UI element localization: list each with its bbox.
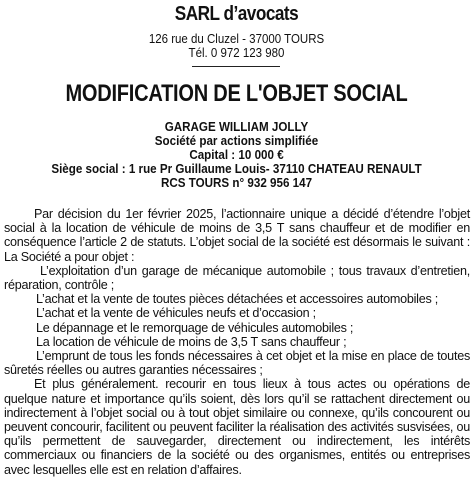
intro-paragraph: Par décision du 1er février 2025, l’actionnaire unique a décidé d’étendre l’objet social à la location de véhicule de moins de 3,5 T sans chauffeur et de modifier en conséquence l’article 2 de statuts. L’objet social de la société est désormais le suivant : La Société a pour objet : xyxy=(4,207,470,264)
company-rcs: RCS TOURS n° 932 956 147 xyxy=(160,176,313,190)
object-item: La location de véhicule de moins de 3,5 T sans chauffeur ; xyxy=(36,334,347,349)
object-item: L’exploitation d’un garage de mécanique automobile ; tous travaux d’entretien, réparation, contrôle ; xyxy=(4,263,470,293)
firm-name: SARL d’avocats xyxy=(174,3,299,25)
company-form: Société par actions simplifiée xyxy=(154,134,319,148)
object-item: L’emprunt de tous les fonds nécessaires à cet objet et la mise en place de toutes sûretés réelles ou autres garanties nécessaires ; xyxy=(4,349,470,378)
company-name: GARAGE WILLIAM JOLLY xyxy=(164,120,309,134)
company-seat: Siège social : 1 rue Pr Guillaume Louis- 37110 CHATEAU RENAULT xyxy=(51,162,422,176)
object-item: L’achat et la vente de toutes pièces détachées et accessoires automobiles ; xyxy=(36,292,439,307)
object-item: L’achat et la vente de véhicules neufs et d’occasion ; xyxy=(36,306,316,321)
firm-phone: Tél. 0 972 123 980 xyxy=(188,46,285,60)
notice-body xyxy=(4,207,470,477)
closing-paragraph: Et plus généralement. recourir en tous lieux à tous actes ou opérations de quelque nature et importance qu’ils soient, dès lors qu’il se rattachent directement ou indirectement à l’objet social ou à tout objet similaire ou connexe, qu’ils concourent ou peuvent concourir, facilitent ou peuvent faciliter la réalisation des activités susvisées, ou qu’ils permettent de sauvegarder, directement ou indirectement, les intérêts commerciaux ou financiers de la société ou des organismes, entités ou entreprises avec lesquelles elle est en relation d’affaires. xyxy=(4,377,470,477)
header-divider xyxy=(192,66,280,67)
company-capital: Capital : 10 000 € xyxy=(189,148,284,162)
object-item: Le dépannage et le remorquage de véhicules automobiles ; xyxy=(36,320,354,335)
notice-title: MODIFICATION DE L'OBJET SOCIAL xyxy=(65,80,408,107)
firm-address: 126 rue du Cluzel - 37000 TOURS xyxy=(148,32,325,46)
